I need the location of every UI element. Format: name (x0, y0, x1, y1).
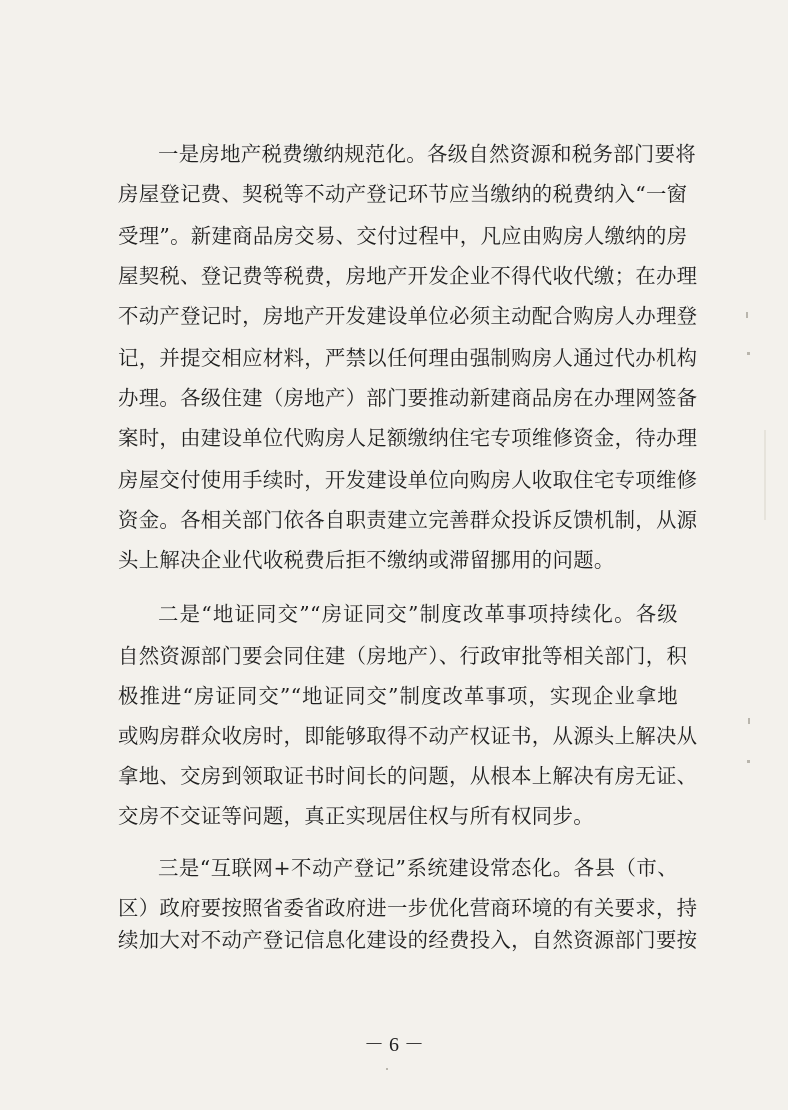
paragraph-3-line-1: 三是“互联网+不动产登记”系统建设常态化。各县（市、 (158, 856, 678, 880)
scan-mark (764, 430, 766, 520)
paragraph-3-line-3: 续加大对不动产登记信息化建设的经费投入，自然资源部门要按 (118, 928, 698, 952)
paragraph-2-line-3: 极推进“房证同交”“地证同交”制度改革事项，实现企业拿地 (118, 684, 678, 708)
paragraph-1-line-7: 办理。各级住建（房地产）部门要推动新建商品房在办理网签备 (118, 386, 698, 410)
paragraph-1-line-8: 案时，由建设单位代购房人足额缴纳住宅专项维修资金，待办理 (118, 426, 698, 450)
page-number: － 6 － (364, 1034, 424, 1056)
paragraph-1-line-11: 头上解决企业代收税费后拒不缴纳或滞留挪用的问题。 (118, 548, 615, 572)
paragraph-2-line-1: 二是“地证同交”“房证同交”制度改革事项持续化。各级 (158, 602, 678, 626)
paragraph-1-line-6: 记，并提交相应材料，严禁以任何理由强制购房人通过代办机构 (118, 346, 698, 370)
paragraph-1-line-9: 房屋交付使用手续时，开发建设单位向购房人收取住宅专项维修 (118, 468, 698, 492)
paragraph-1-line-10: 资金。各相关部门依各自职责建立完善群众投诉反馈机制，从源 (118, 508, 698, 532)
scan-mark (747, 760, 750, 763)
scan-mark (386, 1068, 388, 1070)
paragraph-1-line-3: 受理”。新建商品房交易、交付过程中，凡应由购房人缴纳的房 (118, 224, 688, 248)
paragraph-1-line-2: 房屋登记费、契税等不动产登记环节应当缴纳的税费纳入“一窗 (118, 182, 688, 206)
scan-mark (746, 312, 748, 318)
paragraph-1-line-4: 屋契税、登记费等税费，房地产开发企业不得代收代缴；在办理 (118, 264, 698, 288)
paragraph-2-line-6: 交房不交证等问题，真正实现居住权与所有权同步。 (118, 804, 594, 828)
paragraph-1-line-5: 不动产登记时，房地产开发建设单位必须主动配合购房人办理登 (118, 304, 698, 328)
paragraph-2-line-5: 拿地、交房到领取证书时间长的问题，从根本上解决有房无证、 (118, 764, 698, 788)
paragraph-3-line-2: 区）政府要按照省委省政府进一步优化营商环境的有关要求，持 (118, 896, 698, 920)
scan-mark (748, 718, 750, 724)
paragraph-1-line-1: 一是房地产税费缴纳规范化。各级自然资源和税务部门要将 (158, 142, 696, 166)
paragraph-2-line-2: 自然资源部门要会同住建（房地产）、行政审批等相关部门，积 (118, 644, 688, 668)
paragraph-2-line-4: 或购房群众收房时，即能够取得不动产权证书，从源头上解决从 (118, 724, 698, 748)
scan-mark (747, 352, 750, 355)
